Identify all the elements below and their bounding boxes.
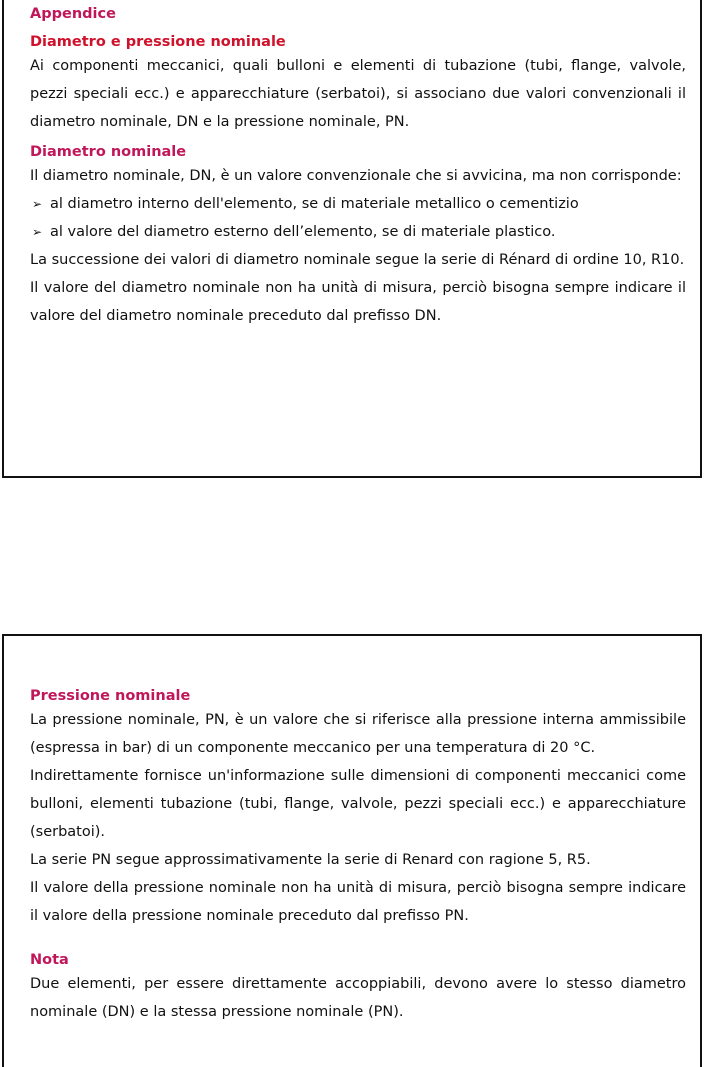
pressione-paragraph-4: Il valore della pressione nominale non ha unità di misura, perciò bisogna sempre indicare il valore della pressione nominale preceduto dal prefisso PN.: [30, 880, 686, 924]
appendix-box-bottom: [2, 634, 702, 1067]
pressione-paragraph-3: La serie PN segue approssimativamente la serie di Renard con ragione 5, R5.: [30, 852, 591, 868]
diametro-paragraph-1: La successione dei valori di diametro nominale segue la serie di Rénard di ordine 10, R10.: [30, 252, 685, 268]
subsection-title-nota: Nota: [30, 952, 69, 968]
list-item: [30, 218, 686, 246]
diametro-paragraph-2: Il valore del diametro nominale non ha unità di misura, perciò bisogna sempre indicare il valore del diametro nominale preceduto dal prefisso DN.: [30, 280, 686, 324]
bullet-text: al valore del diametro esterno dell’elemento, se di materiale plastico.: [50, 224, 556, 240]
subsection-title-pressione: Pressione nominale: [30, 688, 191, 704]
list-item: [30, 190, 686, 218]
appendix-label: Appendice: [30, 6, 116, 22]
appendix-box-top: [2, 0, 702, 478]
section-spacer: [30, 930, 686, 950]
section-title-diametro-pressione: Diametro e pressione nominale: [30, 34, 286, 50]
subsection-title-diametro: Diametro nominale: [30, 144, 187, 160]
pressione-paragraph-2: Indirettamente fornisce un'informazione sulle dimensioni di componenti meccanici come bulloni, elementi tubazione (tubi, flange, valvole, pezzi speciali ecc.) e apparecchiature (serbatoi).: [30, 768, 686, 840]
diametro-bullet-list: [30, 190, 686, 246]
nota-paragraph: Due elementi, per essere direttamente accoppiabili, devono avere lo stesso diametro nominale (DN) e la stessa pressione nominale (PN).: [30, 976, 686, 1020]
pressione-paragraph-1: La pressione nominale, PN, è un valore che si riferisce alla pressione interna ammissibile (espressa in bar) di un componente meccanico per una temperatura di 20 °C.: [30, 712, 686, 756]
intro-paragraph: Ai componenti meccanici, quali bulloni e elementi di tubazione (tubi, flange, valvole, pezzi speciali ecc.) e apparecchiature (serbatoi), si associano due valori convenzionali il diametro nominale, DN e la pressione nominale, PN.: [30, 58, 686, 130]
bullet-text: al diametro interno dell'elemento, se di materiale metallico o cementizio: [50, 196, 579, 212]
arrow-bullet-icon: ➢: [32, 225, 43, 239]
diametro-lead: Il diametro nominale, DN, è un valore convenzionale che si avvicina, ma non corrisponde:: [30, 168, 682, 184]
arrow-bullet-icon: ➢: [32, 197, 43, 211]
